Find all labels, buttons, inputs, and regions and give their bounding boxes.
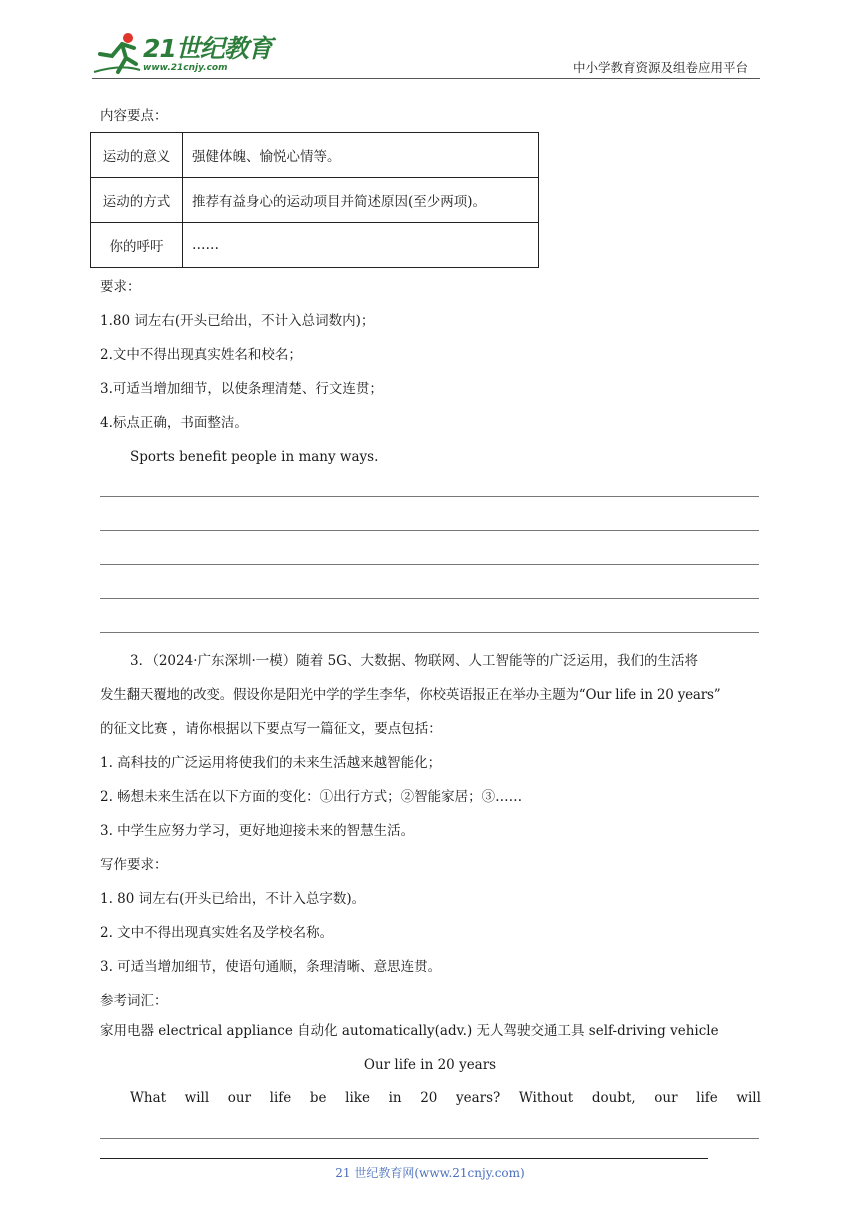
writing-req: 3. 可适当增加细节，使语句通顺，条理清晰、意思连贯。 [100, 959, 442, 975]
requirement-item: 1.80 词左右(开头已给出，不计入总词数内)； [100, 313, 375, 329]
essay-title: Our life in 20 years [363, 1057, 497, 1073]
opening-word: doubt, [591, 1090, 636, 1106]
requirements-label: 要求： [100, 279, 141, 295]
question-intro: 发生翻天覆地的改变。假设你是阳光中学的学生李华，你校英语报正在举办主题为“Our life in 20 years” [100, 687, 721, 703]
answer-line [100, 530, 759, 531]
table-key: 你的呼吁 [91, 223, 183, 268]
table-key: 运动的方式 [91, 178, 183, 223]
footer-text: 21 世纪教育网(www.21cnjy.com) [335, 1166, 525, 1180]
points-label: 内容要点： [100, 108, 168, 124]
table-row [91, 178, 539, 223]
answer-line [100, 1138, 759, 1139]
vocab-line: 家用电器 electrical appliance 自动化 automatically(adv.) 无人驾驶交通工具 self-driving vehicle [100, 1023, 719, 1039]
opening-word: like [345, 1090, 370, 1106]
opening-word: our [227, 1090, 252, 1106]
table-key: 运动的意义 [91, 133, 183, 178]
opening-word: What [130, 1090, 167, 1106]
key-point: 1. 高科技的广泛运用将使我们的未来生活越来越智能化； [100, 755, 442, 771]
essay-opening: Sports benefit people in many ways. [130, 449, 379, 465]
requirement-item: 2.文中不得出现真实姓名和校名； [100, 347, 302, 363]
header-divider [92, 78, 760, 79]
requirement-item: 3.可适当增加细节，以使条理清楚、行文连贯； [100, 381, 383, 397]
table-value: 推荐有益身心的运动项目并简述原因(至少两项)。 [183, 178, 539, 223]
question-intro: 3．（2024·广东深圳·一模）随着 5G、大数据、物联网、人工智能等的广泛运用，我们的生活将 [130, 653, 698, 669]
content-points-table [90, 132, 539, 268]
answer-line [100, 496, 759, 497]
key-point: 2. 畅想未来生活在以下方面的变化：①出行方式；②智能家居；③…… [100, 789, 523, 805]
opening-word: life [269, 1090, 292, 1106]
opening-word: 20 [420, 1090, 438, 1106]
answer-line [100, 564, 759, 565]
writing-req: 1. 80 词左右(开头已给出，不计入总字数)。 [100, 891, 366, 907]
opening-word: in [388, 1090, 402, 1106]
key-point: 3. 中学生应努力学习，更好地迎接未来的智慧生活。 [100, 823, 415, 839]
opening-word: will [184, 1090, 210, 1106]
answer-line [100, 632, 759, 633]
essay-opening-line [130, 1089, 761, 1107]
site-tagline: 中小学教育资源及组卷应用平台 [573, 60, 749, 75]
opening-word: life [696, 1090, 718, 1106]
requirement-item: 4.标点正确，书面整洁。 [100, 415, 248, 431]
answer-line [100, 598, 759, 599]
writing-req: 2. 文中不得出现真实姓名及学校名称。 [100, 925, 334, 941]
opening-word: Without [518, 1090, 574, 1106]
logo-url: www.21cnjy.com [143, 63, 228, 73]
opening-word: be [309, 1090, 327, 1106]
writing-req-label: 写作要求： [100, 857, 168, 873]
table-row [91, 223, 539, 268]
table-value: …… [183, 223, 539, 268]
logo-text: 21世纪教育 [143, 34, 272, 63]
question-intro: 的征文比赛 ，请你根据以下要点写一篇征文，要点包括： [100, 721, 442, 737]
opening-word: our [654, 1090, 678, 1106]
opening-word: years? [456, 1090, 501, 1106]
footer-divider [100, 1158, 708, 1159]
opening-word: will [736, 1090, 761, 1106]
table-row [91, 133, 539, 178]
vocab-label: 参考词汇： [100, 993, 168, 1009]
table-value: 强健体魄、愉悦心情等。 [183, 133, 539, 178]
